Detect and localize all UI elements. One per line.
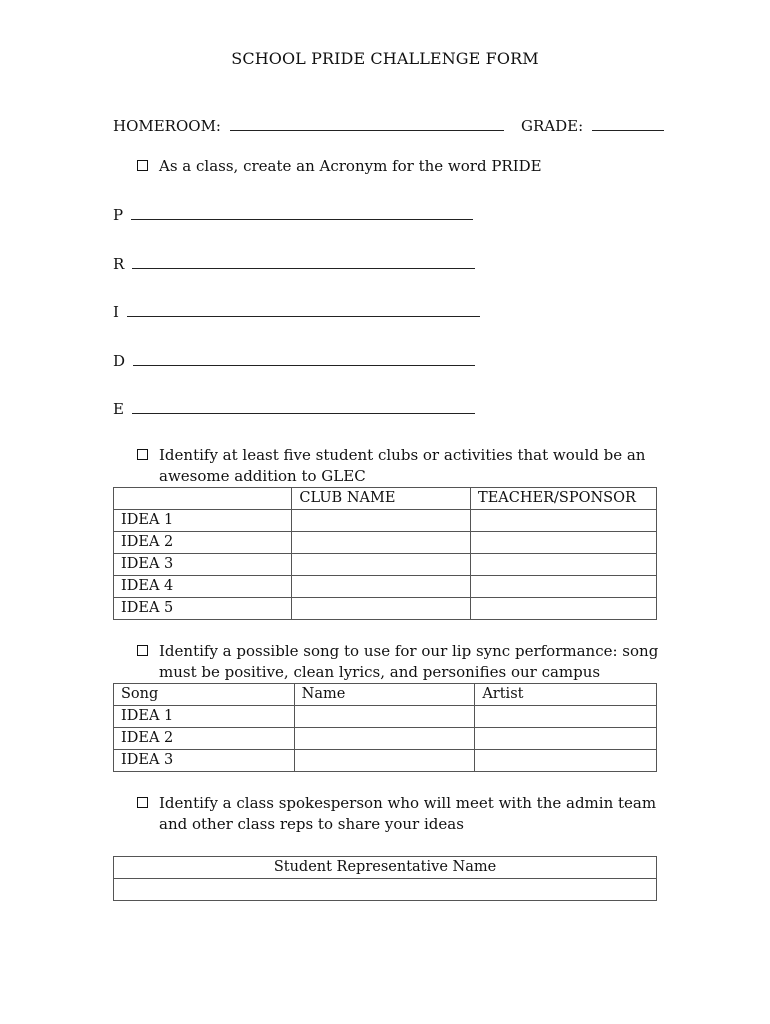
club-name-cell[interactable]	[292, 554, 471, 576]
table-row	[114, 532, 657, 554]
task-acronym: As a class, create an Acronym for the word PRIDE	[159, 157, 542, 175]
row-label: IDEA 2	[114, 532, 292, 554]
sponsor-cell[interactable]	[471, 576, 657, 598]
table-header-cell: Song	[114, 684, 295, 706]
table-header-row	[114, 857, 657, 879]
homeroom-field[interactable]	[230, 116, 504, 131]
sponsor-cell[interactable]	[471, 510, 657, 532]
checkbox-clubs[interactable]	[137, 449, 148, 460]
homeroom-row	[113, 116, 504, 135]
table-header-cell: Artist	[475, 684, 657, 706]
club-name-cell[interactable]	[292, 598, 471, 620]
acronym-letter: D	[113, 352, 126, 370]
homeroom-label: HOMEROOM:	[113, 117, 221, 135]
acronym-line-r	[113, 254, 475, 273]
checkbox-spokesperson[interactable]	[137, 797, 148, 808]
table-row	[114, 750, 657, 772]
clubs-table	[113, 487, 657, 620]
table-header-row	[114, 488, 657, 510]
table-header-row	[114, 684, 657, 706]
grade-field[interactable]	[592, 116, 664, 131]
table-header-cell: CLUB NAME	[292, 488, 471, 510]
sponsor-cell[interactable]	[471, 554, 657, 576]
table-header-cell: TEACHER/SPONSOR	[471, 488, 657, 510]
acronym-field[interactable]	[132, 399, 475, 414]
task-spokesperson-line1: Identify a class spokesperson who will meet with the admin team	[159, 794, 657, 812]
grade-row	[521, 116, 664, 135]
table-row	[114, 706, 657, 728]
acronym-field[interactable]	[131, 205, 473, 220]
artist-cell[interactable]	[475, 750, 657, 772]
artist-cell[interactable]	[475, 728, 657, 750]
acronym-line-p	[113, 205, 473, 224]
song-name-cell[interactable]	[294, 728, 475, 750]
artist-cell[interactable]	[475, 706, 657, 728]
acronym-letter: P	[113, 206, 124, 224]
table-header-cell	[114, 488, 292, 510]
row-label: IDEA 4	[114, 576, 292, 598]
table-row	[114, 879, 657, 901]
acronym-letter: I	[113, 303, 119, 321]
task-clubs	[159, 445, 645, 487]
row-label: IDEA 3	[114, 750, 295, 772]
acronym-field[interactable]	[132, 254, 475, 269]
sponsor-cell[interactable]	[471, 532, 657, 554]
grade-label: GRADE:	[521, 117, 584, 135]
table-row	[114, 554, 657, 576]
acronym-field[interactable]	[127, 302, 480, 317]
sponsor-cell[interactable]	[471, 598, 657, 620]
acronym-field[interactable]	[133, 351, 475, 366]
task-song-line2: must be positive, clean lyrics, and personifies our campus	[159, 663, 601, 681]
task-song-line1: Identify a possible song to use for our lip sync performance: song	[159, 642, 659, 660]
table-row	[114, 728, 657, 750]
acronym-line-e	[113, 399, 475, 418]
acronym-line-i	[113, 302, 480, 321]
club-name-cell[interactable]	[292, 576, 471, 598]
row-label: IDEA 1	[114, 706, 295, 728]
acronym-letter: E	[113, 400, 124, 418]
task-spokesperson	[159, 793, 656, 835]
representative-name-cell[interactable]	[114, 879, 657, 901]
table-header-cell: Name	[294, 684, 475, 706]
row-label: IDEA 2	[114, 728, 295, 750]
song-table	[113, 683, 657, 772]
table-header-cell: Student Representative Name	[114, 857, 657, 879]
club-name-cell[interactable]	[292, 532, 471, 554]
form-title: SCHOOL PRIDE CHALLENGE FORM	[231, 49, 539, 68]
row-label: IDEA 5	[114, 598, 292, 620]
task-spokesperson-line2: and other class reps to share your ideas	[159, 815, 464, 833]
table-row	[114, 598, 657, 620]
row-label: IDEA 1	[114, 510, 292, 532]
task-clubs-line1: Identify at least five student clubs or activities that would be an	[159, 446, 646, 464]
representative-table	[113, 856, 657, 901]
song-name-cell[interactable]	[294, 706, 475, 728]
table-row	[114, 576, 657, 598]
table-row	[114, 510, 657, 532]
checkbox-song[interactable]	[137, 645, 148, 656]
row-label: IDEA 3	[114, 554, 292, 576]
task-clubs-line2: awesome addition to GLEC	[159, 467, 366, 485]
acronym-letter: R	[113, 255, 125, 273]
task-song	[159, 641, 658, 683]
song-name-cell[interactable]	[294, 750, 475, 772]
acronym-line-d	[113, 351, 475, 370]
checkbox-acronym[interactable]	[137, 160, 148, 171]
club-name-cell[interactable]	[292, 510, 471, 532]
